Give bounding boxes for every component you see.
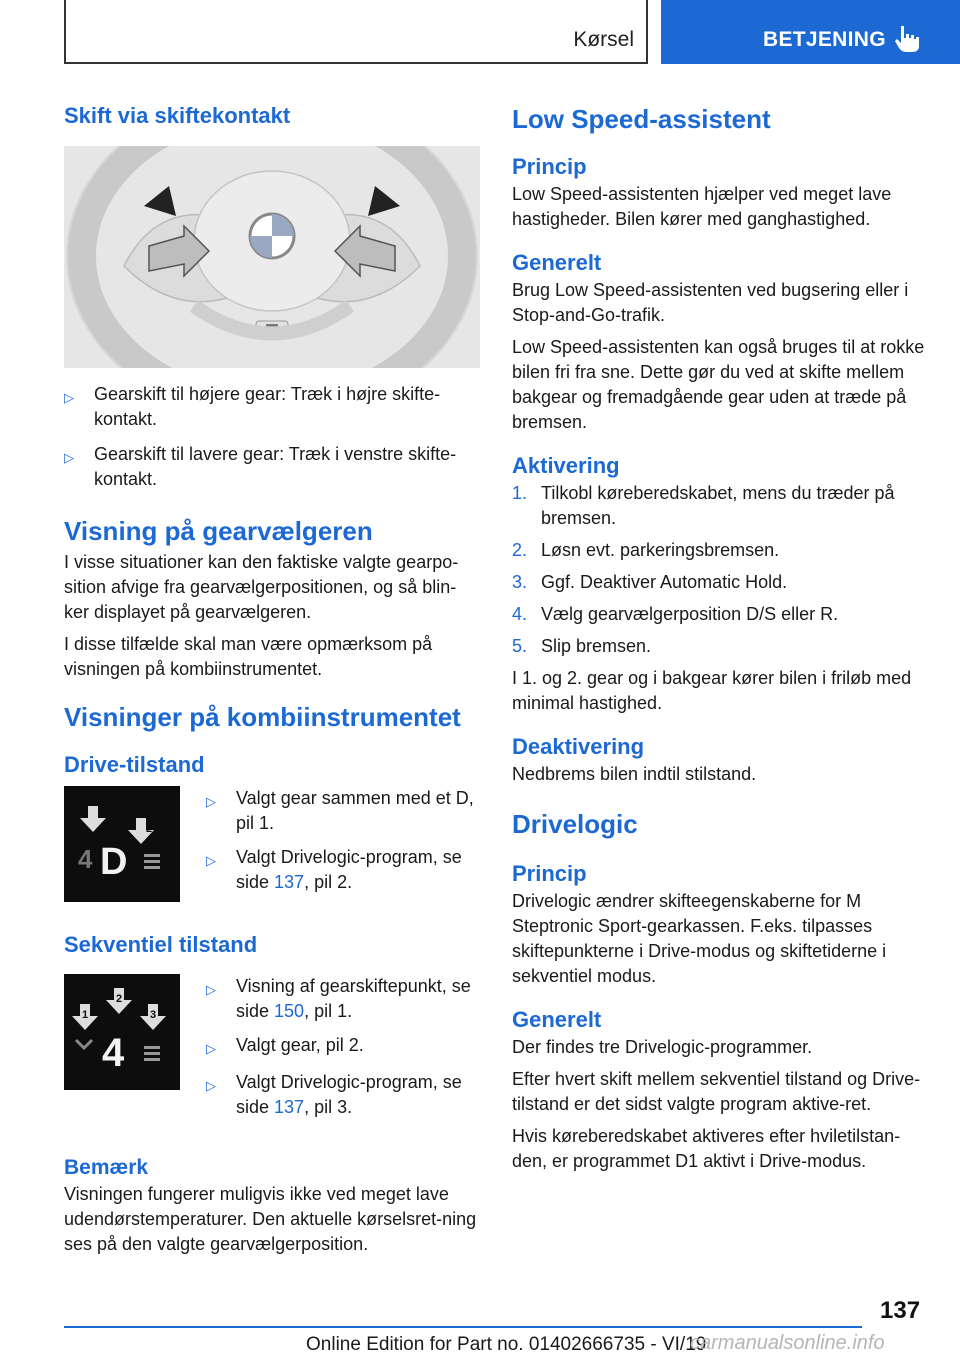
seq-bullet-3: ▷ Valgt Drivelogic-program, se side 137, pil 3. xyxy=(206,1070,480,1120)
footer-rule xyxy=(64,1326,862,1328)
svg-text:D: D xyxy=(100,841,128,883)
step-item: 5. Slip bremsen. xyxy=(512,636,652,656)
drive-bullet-1: ▷ Valgt gear sammen med et D, pil 1. xyxy=(206,786,480,836)
watermark: carmanualsonline.info xyxy=(690,1332,885,1354)
drivelogic-paragraph: Drivelogic ændrer skifteegenskaberne for M Steptronic Sport-gearkassen. F.eks. tilpasses skiftepunkterne i Drive-modus og skiftetiderne i sekventiel modus. xyxy=(512,891,887,986)
left-column xyxy=(64,96,480,1257)
pointing-hand-icon xyxy=(893,24,921,54)
activation-paragraph: I 1. og 2. gear og i bakgear kører bilen i friløb med minimal hastighed. xyxy=(512,668,912,713)
triangle-bullet-icon: ▷ xyxy=(64,450,74,465)
step-item: 3. Ggf. Deaktiver Automatic Hold. xyxy=(512,572,788,592)
general-paragraph-1: Brug Low Speed-assistenten ved bugsering eller i Stop-and-Go-trafik. xyxy=(512,280,909,325)
header-chapter-box xyxy=(661,0,960,64)
heading-paddle-shift: Skift via skiftekontakt xyxy=(64,103,291,128)
svg-text:4: 4 xyxy=(78,844,93,874)
seq-bullet-1: ▷ Visning af gearskiftepunkt, se side 150, pil 1. xyxy=(206,974,480,1024)
heading-sequential-mode: Sekventiel tilstand xyxy=(64,932,258,957)
step-item: 4. Vælg gearvælgerposition D/S eller R. xyxy=(512,604,839,624)
general-paragraph-2: Low Speed-assistenten kan også bruges til at rokke bilen fri fra sne. Dette gør du ved at skifte mellem bakgear og fremadgående gear uden at træde på bremsen. xyxy=(512,337,925,432)
triangle-bullet-icon: ▷ xyxy=(206,1078,216,1093)
svg-text:2: 2 xyxy=(146,823,153,835)
heading-low-speed-assistant: Low Speed-assistent xyxy=(512,104,771,134)
sequential-mode-row xyxy=(64,974,480,1120)
heading-drive-mode: Drive-tilstand xyxy=(64,752,205,777)
page-link-137[interactable]: 137 xyxy=(274,872,305,892)
heading-deactivation: Deaktivering xyxy=(512,734,645,759)
right-column xyxy=(512,96,932,1174)
steering-wheel-image xyxy=(64,146,480,368)
svg-text:2: 2 xyxy=(116,993,123,1005)
heading-combi-displays: Visninger på kombiinstrumentet xyxy=(64,702,461,732)
page-header xyxy=(0,0,960,66)
general2-paragraph-1: Der findes tre Drivelogic-programmer. xyxy=(512,1037,813,1057)
paddle-bullet-2: ▷ Gearskift til lavere gear: Træk i venstre skifte-kontakt. xyxy=(64,442,480,492)
heading-selector-display: Visning på gearvælgeren xyxy=(64,516,373,546)
display-paragraph-1: I visse situationer kan den faktiske valgte gearpo-sition afvige fra gearvælgerpositionen, og så blin-ker displayet på gearvælgeren. xyxy=(64,552,459,622)
drive-mode-display-image xyxy=(64,786,180,902)
triangle-bullet-icon: ▷ xyxy=(206,853,216,868)
header-chapter-title: BETJENING xyxy=(763,28,886,51)
paddle-bullet-1: ▷ Gearskift til højere gear: Træk i højre skifte-kontakt. xyxy=(64,382,480,432)
triangle-bullet-icon: ▷ xyxy=(64,390,74,405)
heading-general: Generelt xyxy=(512,250,602,275)
triangle-bullet-icon: ▷ xyxy=(206,1041,216,1056)
heading-activation: Aktivering xyxy=(512,453,620,478)
page-link-150[interactable]: 150 xyxy=(274,1001,305,1021)
heading-general-2: Generelt xyxy=(512,1007,602,1032)
deactivation-paragraph: Nedbrems bilen indtil stilstand. xyxy=(512,764,757,784)
page-number: 137 xyxy=(880,1297,921,1324)
svg-text:4: 4 xyxy=(102,1031,125,1075)
svg-text:1: 1 xyxy=(82,1009,89,1021)
heading-principle: Princip xyxy=(512,154,587,179)
heading-principle-2: Princip xyxy=(512,861,587,886)
header-section-title: Kørsel xyxy=(573,28,634,51)
triangle-bullet-icon: ▷ xyxy=(206,982,216,997)
drive-mode-row xyxy=(64,786,480,902)
drive-bullet-2: ▷ Valgt Drivelogic-program, se side 137, pil 2. xyxy=(206,845,480,895)
display-paragraph-2: I disse tilfælde skal man være opmærksom på visningen på kombiinstrumentet. xyxy=(64,634,433,679)
triangle-bullet-icon: ▷ xyxy=(206,794,216,809)
footer-edition: Online Edition for Part no. 01402666735 - VI/19 xyxy=(306,1334,707,1355)
header-section-box xyxy=(64,0,648,64)
general2-paragraph-3: Hvis køreberedskabet aktiveres efter hviletilstan-den, er programmet D1 aktivt i Drive-modus. xyxy=(512,1126,901,1171)
page-link-137[interactable]: 137 xyxy=(274,1097,305,1117)
svg-text:3: 3 xyxy=(150,1009,157,1021)
heading-drivelogic: Drivelogic xyxy=(512,809,638,839)
seq-bullet-2: ▷ Valgt gear, pil 2. xyxy=(206,1033,480,1061)
step-item: 2. Løsn evt. parkeringsbremsen. xyxy=(512,540,780,560)
sequential-mode-display-image xyxy=(64,974,180,1090)
general2-paragraph-2: Efter hvert skift mellem sekventiel tilstand og Drive-tilstand er det sidst valgte program aktive-ret. xyxy=(512,1069,921,1114)
principle-paragraph: Low Speed-assistenten hjælper ved meget lave hastigheder. Bilen kører med ganghastighed. xyxy=(512,184,892,229)
activation-steps xyxy=(512,481,932,659)
note-paragraph: Visningen fungerer muligvis ikke ved meget lave udendørstemperaturer. Den aktuelle kørselsret-ning ses på den valgte gearvælgerposition. xyxy=(64,1184,477,1254)
step-item: 1. Tilkobl køreberedskabet, mens du træder på bremsen. xyxy=(512,483,895,528)
heading-note: Bemærk xyxy=(64,1156,149,1179)
